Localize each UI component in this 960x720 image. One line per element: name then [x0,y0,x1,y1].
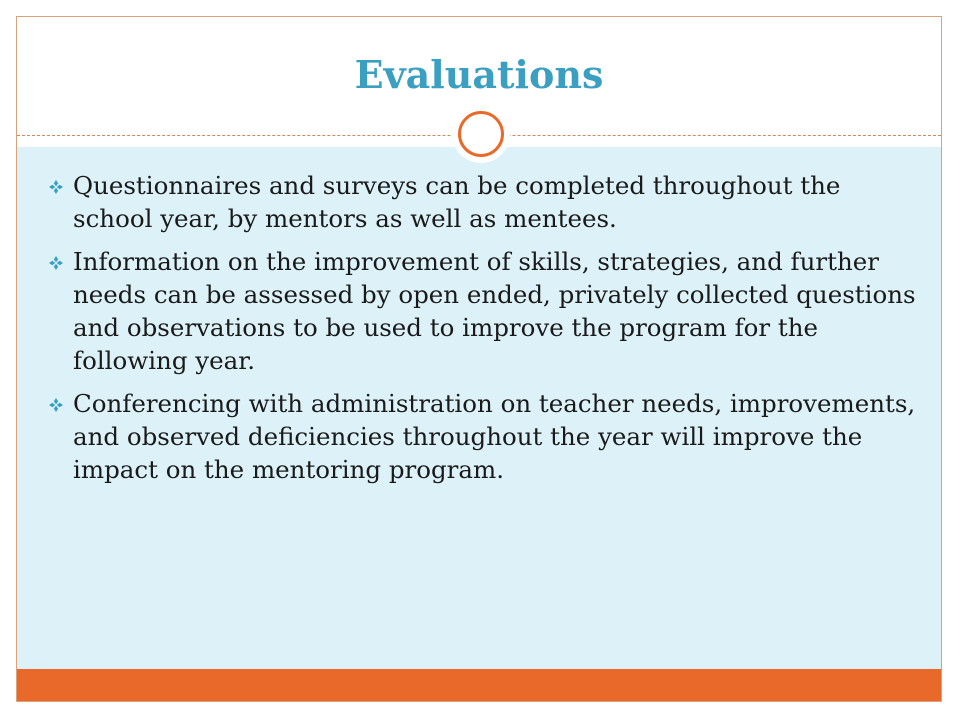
bullet-list [49,169,919,496]
four-petal-diamond-icon [49,398,63,412]
bottom-accent-bar [17,669,941,701]
circle-ring-inner [458,111,504,157]
bullet-text: Questionnaires and surveys can be completed throughout the school year, by mentors as well as mentees. [73,171,841,233]
list-item [49,169,919,235]
list-item [49,387,919,486]
list-item [49,245,919,377]
bullet-text: Conferencing with administration on teacher needs, improvements, and observed deficiencies throughout the year will improve the impact on the mentoring program. [73,389,916,484]
slide-title: Evaluations [354,52,604,97]
circle-ring-icon [452,105,510,163]
four-petal-diamond-icon [49,180,63,194]
slide [16,16,942,702]
four-petal-diamond-icon [49,256,63,270]
bullet-text: Information on the improvement of skills, strategies, and further needs can be assessed by open ended, privately collected questions and observations to be used to improve the program for the following year. [73,247,916,375]
